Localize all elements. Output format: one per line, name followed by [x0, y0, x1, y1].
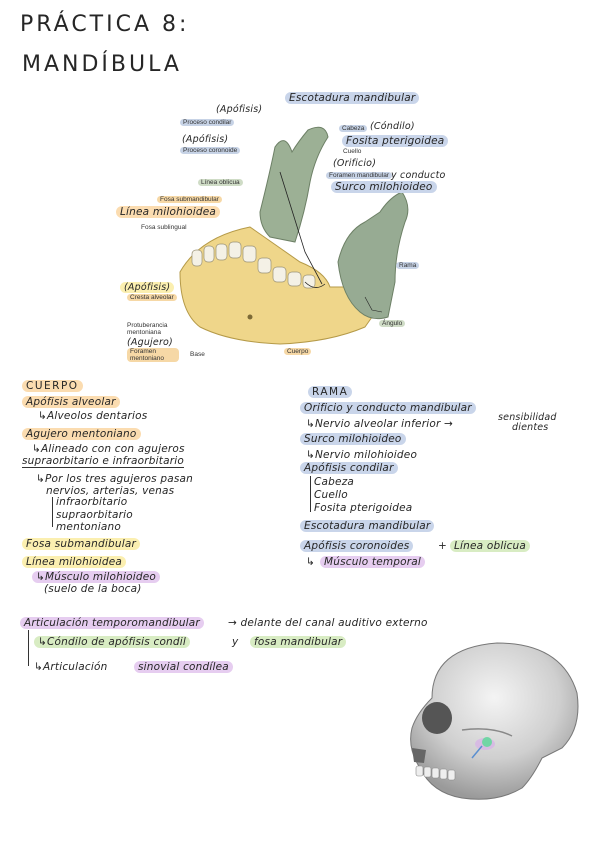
- rama-nervio-milo: ↳Nervio milohioideo: [306, 449, 418, 461]
- rama-sensibilidad: sensibilidad: [498, 412, 557, 423]
- rama-apofisis-condilar: Apófisis condilar: [300, 462, 398, 474]
- cuerpo-heading: CUERPO: [22, 380, 83, 392]
- cuerpo-alineado-2: supraorbitario e infraorbitario: [22, 455, 184, 467]
- cuerpo-linea-milohioidea: Línea milohioidea: [22, 556, 126, 568]
- label-cabeza: Cabeza: [339, 125, 367, 132]
- atm-fosa: fosa mandibular: [250, 636, 346, 648]
- label-agujero: (Agujero): [127, 337, 173, 348]
- atm-condilo: ↳Cóndilo de apófisis condil: [34, 636, 190, 648]
- label-orificio: (Orificio): [333, 158, 377, 169]
- cuerpo-suelo: (suelo de la boca): [44, 583, 142, 595]
- label-linea-milohioidea: Línea milohioidea: [116, 206, 220, 218]
- atm-delante: → delante del canal auditivo externo: [228, 617, 428, 629]
- label-foramen-mentoniano: Foramen mentoniano: [127, 348, 179, 362]
- atm-sinovial-prefix: ↳Articulación: [34, 661, 108, 673]
- atm-sinovial: sinovial condílea: [134, 661, 233, 673]
- atm-bracket: [28, 630, 29, 666]
- label-proceso-condilar: Proceso condilar: [180, 119, 234, 126]
- cuerpo-infra: infraorbitario: [56, 496, 128, 508]
- page-title-line2: MANDÍBULA: [22, 52, 182, 77]
- atm-articulacion: Articulación temporomandibular: [20, 617, 204, 629]
- label-cuerpo: Cuerpo: [284, 348, 311, 355]
- label-fosa-submandibular: Fosa submandibular: [157, 196, 222, 203]
- cuerpo-fosa-submandibular: Fosa submandibular: [22, 538, 140, 550]
- atm-y: y: [232, 636, 239, 648]
- cuerpo-pasan-2: nervios, arterias, venas: [46, 485, 175, 497]
- label-foramen-mandibular: Foramen mandibular: [326, 172, 392, 179]
- rama-surco: Surco milohioideo: [300, 433, 406, 445]
- label-base: Base: [190, 351, 205, 358]
- rama-cuello: Cuello: [314, 489, 348, 501]
- rama-nervio: ↳Nervio alveolar inferior →: [306, 418, 454, 430]
- skull-illustration: [402, 638, 588, 808]
- label-fosa-sublingual: Fosa sublingual: [141, 224, 187, 231]
- label-linea-oblicua: Línea oblicua: [198, 179, 243, 186]
- label-rama: Rama: [396, 262, 419, 269]
- label-fosita: Fosita pterigoidea: [342, 135, 448, 147]
- cuerpo-bracket: [52, 497, 53, 527]
- rama-cabeza: Cabeza: [314, 476, 355, 488]
- label-apofisis-coronoide: (Apófisis): [182, 134, 229, 145]
- cuerpo-mento: mentoniano: [56, 521, 121, 533]
- rama-plus: +: [438, 540, 447, 552]
- cuerpo-musculo: ↳Músculo milohioideo: [32, 571, 160, 583]
- cuerpo-supra: supraorbitario: [56, 509, 133, 521]
- rama-fosita: Fosita pterigoidea: [314, 502, 413, 514]
- cuerpo-alveolos: ↳Alveolos dentarios: [38, 410, 148, 422]
- rama-musculo-temporal-prefix: ↳: [306, 556, 315, 568]
- rama-linea-oblicua: Línea oblicua: [450, 540, 530, 552]
- label-angulo: Ángulo: [379, 320, 405, 327]
- label-conducto: y conducto: [391, 170, 446, 181]
- label-protuberancia: Protuberancia mentoniana: [127, 322, 168, 336]
- label-cuello: Cuello: [343, 148, 362, 155]
- rama-bracket: [310, 476, 311, 512]
- rama-apofisis-coronoides: Apófisis coronoides: [300, 540, 413, 552]
- rama-orificio: Orificio y conducto mandibular: [300, 402, 476, 414]
- label-escotadura: Escotadura mandibular: [285, 92, 419, 104]
- label-apofisis-condilar: (Apófisis): [216, 104, 263, 115]
- cuerpo-alineado-1: ↳Alineado con con agujeros: [32, 443, 185, 455]
- label-surco-milohioideo: Surco milohioideo: [331, 181, 437, 193]
- page-title-line1: PRÁCTICA 8:: [20, 12, 190, 37]
- cuerpo-apofisis-alveolar: Apófisis alveolar: [22, 396, 120, 408]
- rama-dientes: dientes: [512, 422, 549, 433]
- cuerpo-pasan-1: ↳Por los tres agujeros pasan: [36, 473, 193, 485]
- rama-escotadura: Escotadura mandibular: [300, 520, 434, 532]
- label-cresta-alveolar: Cresta alveolar: [127, 294, 177, 301]
- label-condilo: (Cóndilo): [370, 121, 415, 132]
- rama-heading: RAMA: [308, 386, 352, 398]
- cuerpo-agujero-mentoniano: Agujero mentoniano: [22, 428, 141, 440]
- rama-musculo-temporal: Músculo temporal: [320, 556, 425, 568]
- label-apofisis-alveolar: (Apófisis): [120, 282, 174, 293]
- label-proceso-coronoide: Proceso coronoide: [180, 147, 240, 154]
